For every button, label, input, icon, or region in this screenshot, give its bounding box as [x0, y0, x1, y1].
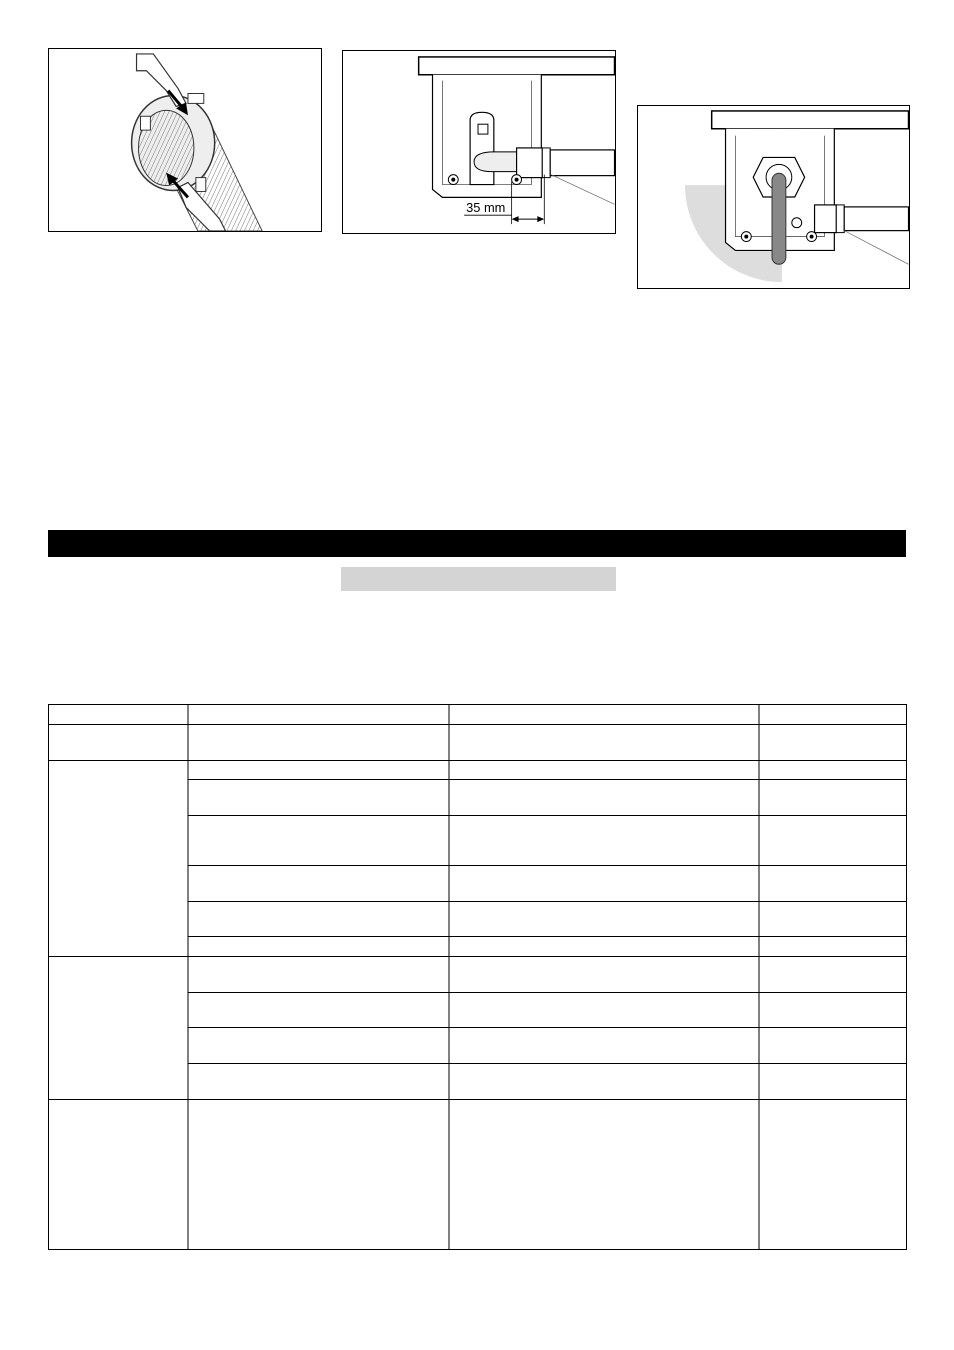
hose-filter-insertion-icon	[49, 49, 321, 231]
table-grid	[48, 704, 907, 1250]
pump-hose-connection-icon	[343, 51, 615, 233]
pump-connection-figure	[342, 50, 616, 234]
drain-plug-figure	[637, 105, 910, 289]
subsection-heading-bar	[341, 567, 616, 591]
dimension-label: 35 mm	[466, 200, 506, 216]
troubleshooting-table	[48, 704, 907, 1250]
hose-filter-figure	[48, 48, 322, 232]
table-border	[49, 705, 907, 1250]
pump-drain-plug-icon	[638, 106, 909, 288]
section-heading-bar	[48, 530, 906, 557]
